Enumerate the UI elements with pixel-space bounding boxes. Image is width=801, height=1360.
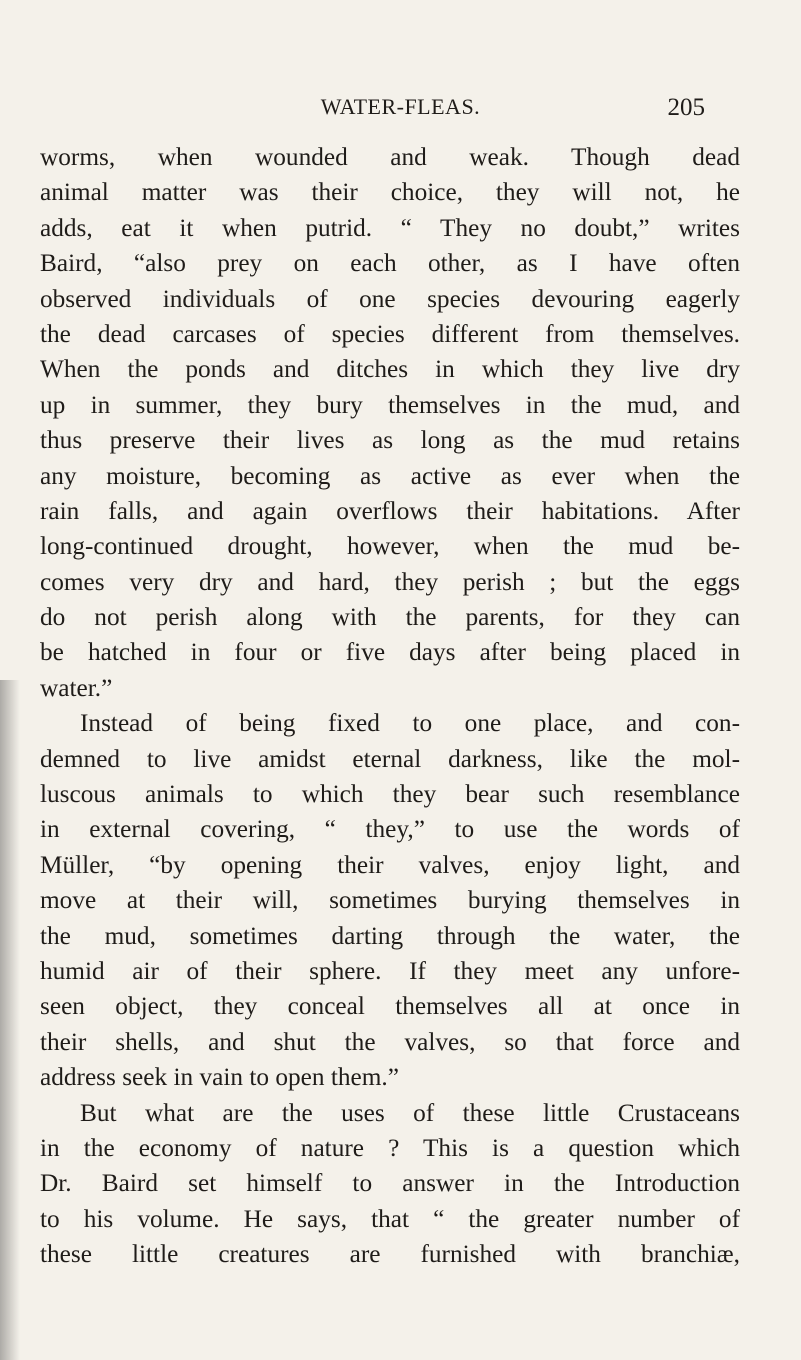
body-text <box>40 140 740 1273</box>
text-line: be hatched in four or five days after being placed in <box>40 638 740 667</box>
text-line: in the economy of nature ? This is a question which <box>40 1133 740 1162</box>
text-line: humid air of their sphere. If they meet any unfore- <box>40 956 740 985</box>
text-line: these little creatures are furnished with branchiæ, <box>40 1240 740 1269</box>
page-header <box>0 94 801 130</box>
text-line: demned to live amidst eternal darkness, like the mol- <box>40 744 740 773</box>
text-line: worms, when wounded and weak. Though dead <box>40 143 740 171</box>
text-line: the mud, sometimes darting through the water, the <box>40 921 740 950</box>
text-line: But what are the uses of these little Crustaceans <box>80 1098 740 1127</box>
text-line: Müller, “by opening their valves, enjoy light, and <box>40 850 740 879</box>
text-line: in external covering, “ they,” to use the words of <box>40 815 740 844</box>
text-line: Instead of being fixed to one place, and con- <box>80 709 740 738</box>
text-line: animal matter was their choice, they will not, he <box>40 178 740 207</box>
text-line: long-continued drought, however, when the mud be- <box>40 532 740 561</box>
text-line: rain falls, and again overflows their habitations. After <box>40 496 740 525</box>
text-line: move at their will, sometimes burying themselves in <box>40 886 740 915</box>
text-line: luscous animals to which they bear such resemblance <box>40 780 740 809</box>
text-line: comes very dry and hard, they perish ; but the eggs <box>40 567 740 596</box>
running-head: WATER-FLEAS. <box>320 94 481 119</box>
text-line: Dr. Baird set himself to answer in the Introduction <box>40 1169 740 1198</box>
text-line: Baird, “also prey on each other, as I have often <box>40 249 740 278</box>
text-line: up in summer, they bury themselves in the mud, and <box>40 390 740 419</box>
text-line: address seek in vain to open them.” <box>40 1063 399 1092</box>
text-line: thus preserve their lives as long as the mud retains <box>40 426 740 455</box>
text-line: adds, eat it when putrid. “ They no doubt,” writes <box>40 213 740 242</box>
text-line: their shells, and shut the valves, so that force and <box>40 1027 740 1056</box>
text-line: seen object, they conceal themselves all at once in <box>40 992 740 1021</box>
text-line: water.” <box>40 673 113 702</box>
text-line: When the ponds and ditches in which they live dry <box>40 355 740 384</box>
text-line: the dead carcases of species different from themselves. <box>40 319 740 348</box>
page-edge-shadow <box>0 680 20 1360</box>
text-line: to his volume. He says, that “ the greater number of <box>40 1204 740 1233</box>
text-line: observed individuals of one species devouring eagerly <box>40 284 740 313</box>
text-line: any moisture, becoming as active as ever when the <box>40 461 740 490</box>
text-line: do not perish along with the parents, for they can <box>40 603 740 632</box>
page-number: 205 <box>667 94 705 121</box>
